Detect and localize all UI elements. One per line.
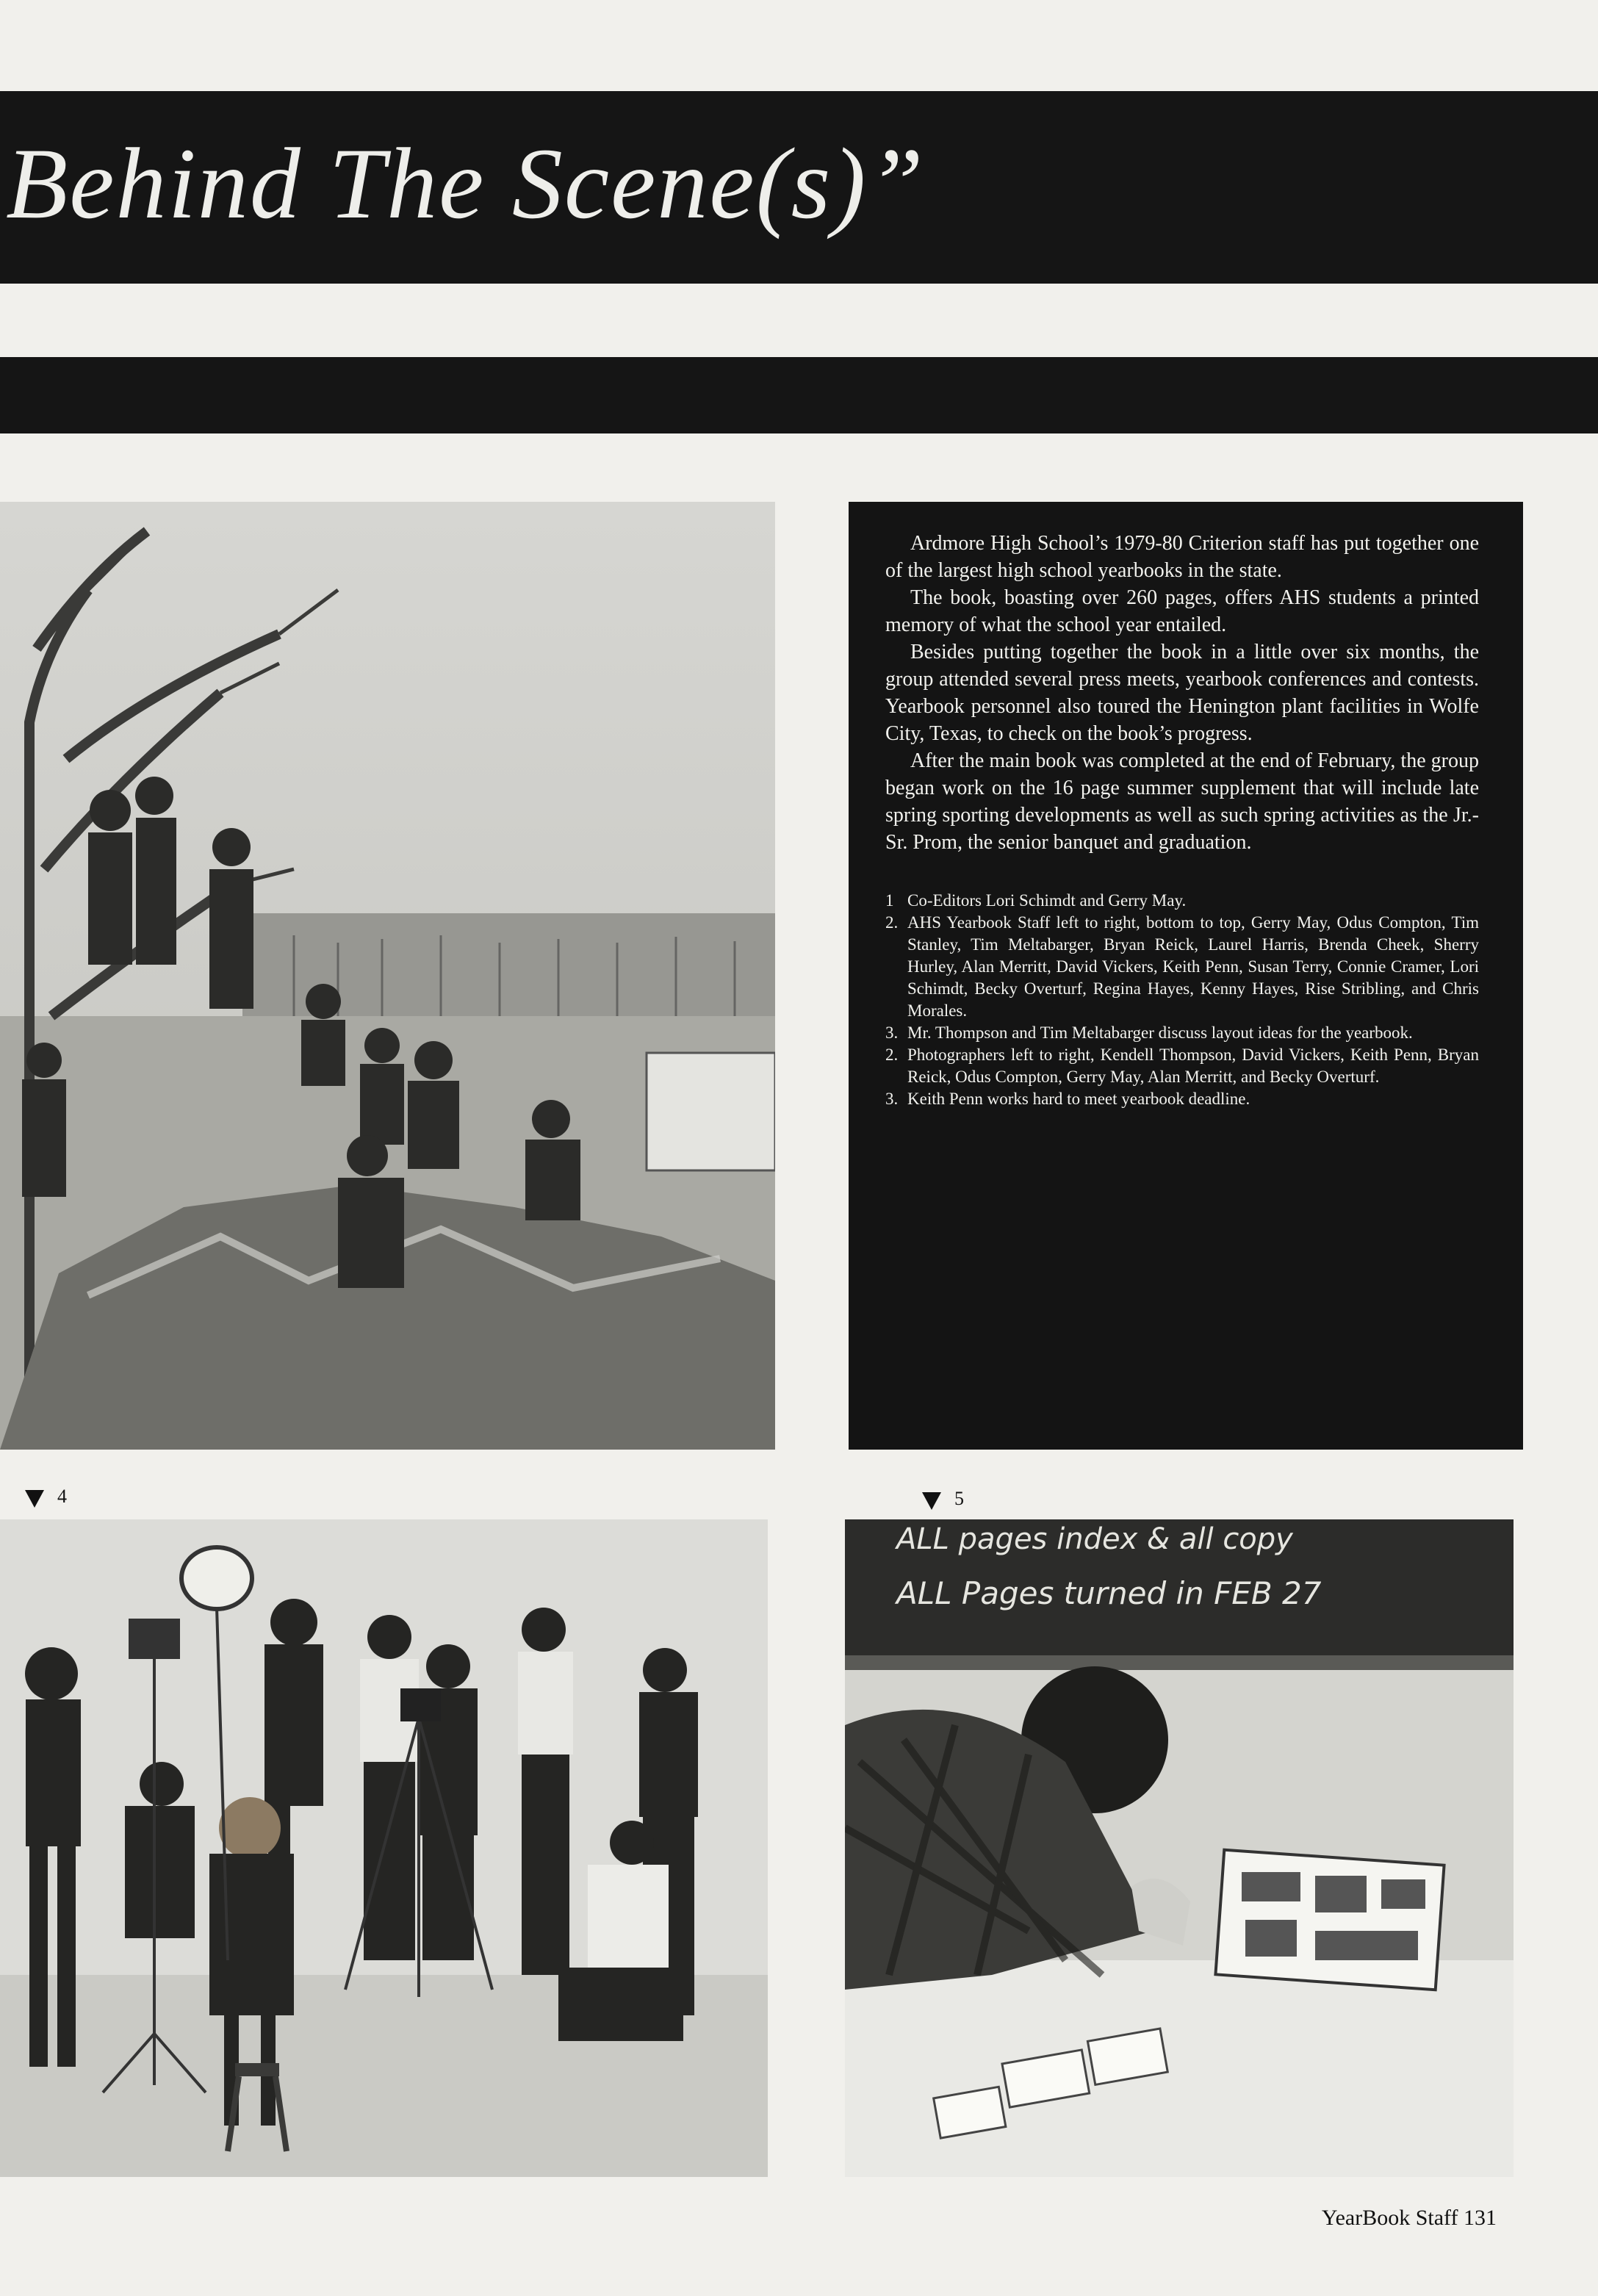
caption-text: Co-Editors Lori Schimdt and Gerry May. xyxy=(907,891,1187,910)
caption-number: 3. xyxy=(885,1023,899,1042)
photo-desk-image xyxy=(845,1519,1514,2177)
photo-marker-number: 5 xyxy=(954,1488,964,1509)
caption-item xyxy=(885,1088,1479,1110)
caption-text: AHS Yearbook Staff left to right, bottom to top, Gerry May, Odus Compton, Tim Stanley, Tim Meltabarger, Bryan Reick, Laurel Harris, Brenda Cheek, Sherry Hurley, Alan Merritt, David Vickers, Keith Penn, Susan Terry, Connie Cramer, Lori Schimdt, Becky Overturf, Regina Hayes, Kenny Hayes, Rise Stribling, and Chris Morales. xyxy=(907,913,1479,1020)
photo-marker-number: 4 xyxy=(57,1486,67,1507)
caption-item xyxy=(885,912,1479,1022)
caption-number: 1 xyxy=(885,891,894,910)
header-band-bottom xyxy=(0,357,1598,433)
triangle-down-icon xyxy=(25,1490,44,1508)
photo-photographers-studio xyxy=(0,1519,768,2177)
photo-marker-5 xyxy=(922,1488,964,1510)
chalkboard-text-line1: ALL pages index & all copy xyxy=(896,1522,1293,1556)
chalkboard-text-line2: ALL Pages turned in FEB 27 xyxy=(896,1575,1322,1611)
photo-yearbook-staff-group xyxy=(0,502,775,1450)
photo-captions xyxy=(885,890,1479,1110)
photo-marker-4 xyxy=(25,1486,67,1508)
caption-item xyxy=(885,890,1479,912)
photo-studio-image xyxy=(0,1519,768,2177)
photo-student-deadline xyxy=(845,1519,1514,2177)
story-paragraph: Ardmore High School’s 1979-80 Criterion staff has put together one of the largest high school yearbooks in the state. xyxy=(885,532,1479,582)
caption-item xyxy=(885,1022,1479,1044)
caption-item xyxy=(885,1044,1479,1088)
photo-group-image xyxy=(0,502,775,1450)
story-paragraph: Besides putting together the book in a little over six months, the group attended several press meets, yearbook conferences and contests. Yearbook personnel also toured the Henington plant facilities in Wolfe City, Texas, to check on the book’s progress. xyxy=(885,641,1479,745)
caption-text: Mr. Thompson and Tim Meltabarger discuss layout ideas for the yearbook. xyxy=(907,1023,1413,1042)
caption-number: 3. xyxy=(885,1090,899,1108)
caption-text: Photographers left to right, Kendell Thompson, David Vickers, Keith Penn, Bryan Reick, Odus Compton, Gerry May, Alan Merritt, and Becky Overturf. xyxy=(907,1046,1479,1086)
caption-number: 2. xyxy=(885,913,899,932)
caption-number: 2. xyxy=(885,1046,899,1064)
story-paragraph: After the main book was completed at the end of February, the group began work on the 16 page summer supplement that will include late spring sporting developments as well as such spring activities as the Jr.-Sr. Prom, the senior banquet and graduation. xyxy=(885,749,1479,854)
page-folio: YearBook Staff 131 xyxy=(1321,2206,1497,2230)
story-paragraph: The book, boasting over 260 pages, offers AHS students a printed memory of what the school year entailed. xyxy=(885,586,1479,636)
caption-text: Keith Penn works hard to meet yearbook deadline. xyxy=(907,1090,1250,1108)
page-title: Behind The Scene(s)” xyxy=(6,127,926,240)
triangle-down-icon xyxy=(922,1492,941,1510)
story-text-box xyxy=(849,502,1523,1450)
